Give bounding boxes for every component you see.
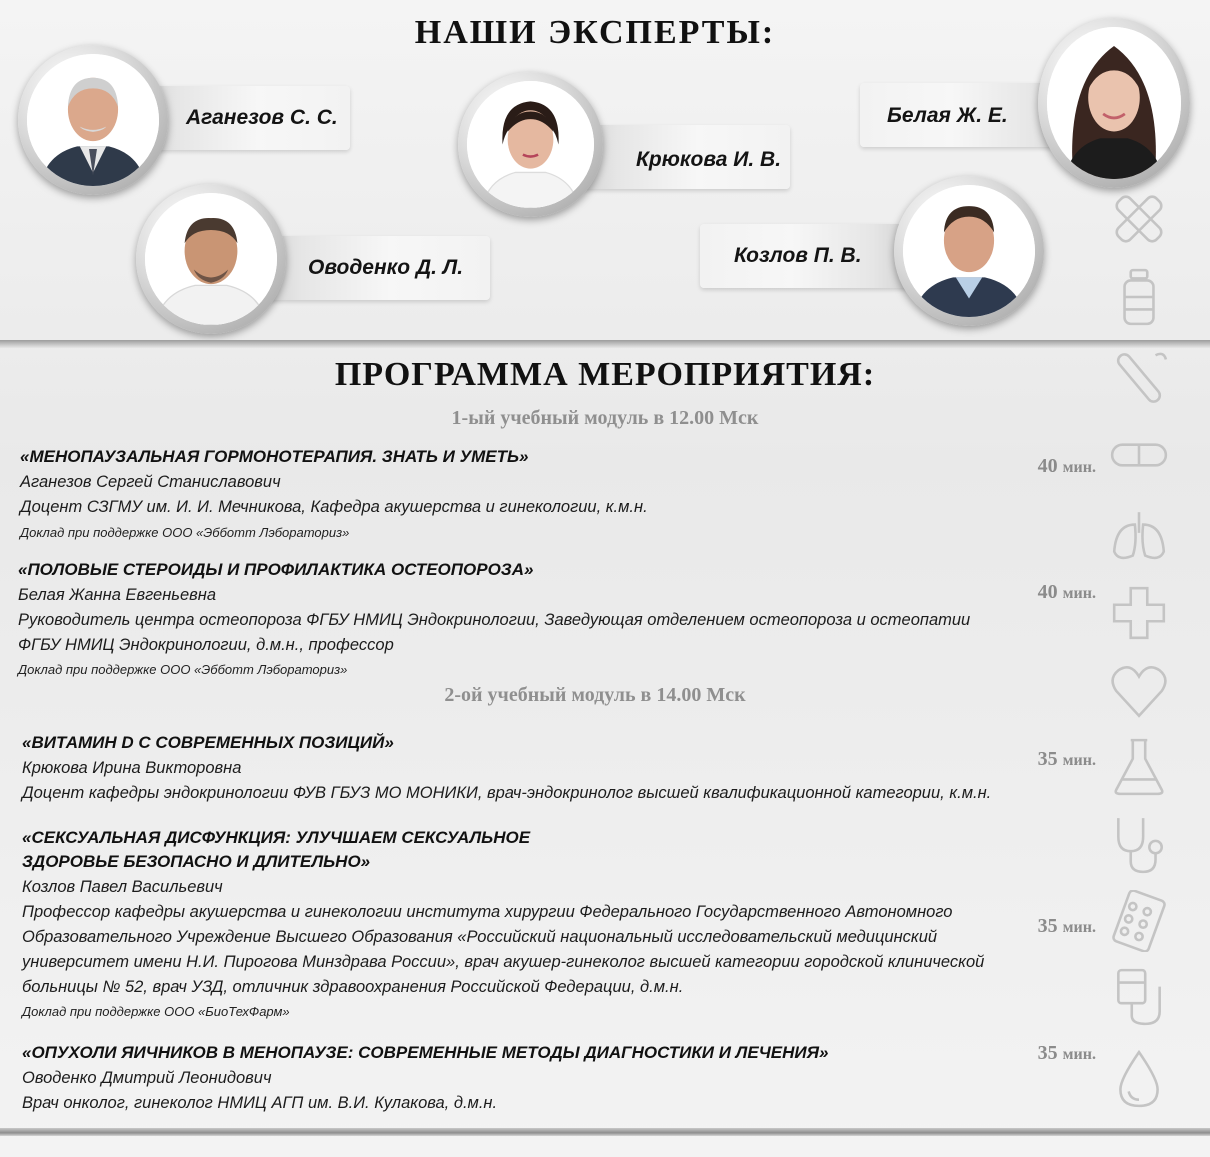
talk-4-duration-value: 35 — [1037, 915, 1058, 937]
talk-1-duration — [1008, 455, 1096, 478]
talk-1-duration-value: 40 — [1037, 455, 1058, 477]
pill-blister-icon — [1108, 890, 1170, 952]
talk-2-detail-2: ФГБУ НМИЦ Эндокринологии, д.м.н., профессор — [18, 636, 394, 654]
module-1-label: 1-ый учебный модуль в 12.00 Мск — [451, 407, 759, 429]
thermometer-icon — [1108, 347, 1170, 409]
talk-4-support: Доклад при поддержке ООО «БиоТехФарм» — [22, 1004, 290, 1019]
section-divider-top — [0, 340, 1210, 349]
person-silhouette-icon — [903, 185, 1035, 317]
talk-2-support: Доклад при поддержке ООО «Эбботт Лэбораториз» — [18, 662, 348, 677]
talk-5-duration-value: 35 — [1037, 1042, 1058, 1064]
program-title: ПРОГРАММА МЕРОПРИЯТИЯ: — [334, 356, 876, 393]
talk-2-duration-value: 40 — [1037, 581, 1058, 603]
talk-1-speaker: Аганезов Сергей Станиславович — [20, 473, 281, 491]
talk-4-detail-2: Образовательного Учреждение Высшего Образования «Российский национальный исследовательский медицинский — [22, 928, 938, 946]
talk-3-detail: Доцент кафедры эндокринологии ФУВ ГБУЗ МО МОНИКИ, врач-эндокринолог высшей квалификационной категории, к.м.н. — [22, 784, 992, 802]
drop-icon — [1108, 1048, 1170, 1110]
expert-photo-aganezov — [18, 45, 168, 195]
talk-5-title: «ОПУХОЛИ ЯИЧНИКОВ В МЕНОПАУЗЕ: СОВРЕМЕННЫЕ МЕТОДЫ ДИАГНОСТИКИ И ЛЕЧЕНИЯ» — [22, 1043, 829, 1062]
talk-5-speaker: Оводенко Дмитрий Леонидович — [22, 1069, 272, 1087]
talk-5-duration — [1008, 1042, 1096, 1065]
capsule-icon — [1108, 424, 1170, 486]
talk-2-speaker: Белая Жанна Евгеньевна — [18, 586, 217, 604]
talk-5-detail: Врач онколог, гинеколог НМИЦ АГП им. В.И. Кулакова, д.м.н. — [22, 1094, 498, 1112]
person-silhouette-icon — [1047, 27, 1181, 179]
bandage-icon — [1108, 188, 1170, 250]
expert-photo-kozlov — [894, 176, 1044, 326]
talk-1-support: Доклад при поддержке ООО «Эбботт Лэбораториз» — [20, 525, 350, 540]
talk-1-duration-unit: мин. — [1062, 459, 1096, 476]
talk-2-duration — [1008, 581, 1096, 604]
talk-3-duration — [1008, 748, 1096, 771]
experts-title: НАШИ ЭКСПЕРТЫ: — [414, 14, 776, 51]
section-divider-bottom — [0, 1128, 1210, 1136]
talk-2-duration-unit: мин. — [1062, 585, 1096, 602]
talk-4-duration — [1008, 915, 1096, 938]
expert-name-belaya: Белая Ж. Е. — [887, 104, 1008, 127]
talk-3-speaker: Крюкова Ирина Викторовна — [22, 759, 242, 777]
talk-4-duration-unit: мин. — [1062, 919, 1096, 936]
person-silhouette-icon — [467, 81, 594, 208]
talk-1-detail: Доцент СЗГМУ им. И. И. Мечникова, Кафедра акушерства и гинекологии, к.м.н. — [20, 498, 648, 516]
talk-4-title-line-2: ЗДОРОВЬЕ БЕЗОПАСНО И ДЛИТЕЛЬНО» — [22, 852, 371, 871]
talk-3-duration-unit: мин. — [1062, 752, 1096, 769]
talk-3-duration-value: 35 — [1037, 748, 1058, 770]
talk-4-title-line-1: «СЕКСУАЛЬНАЯ ДИСФУНКЦИЯ: УЛУЧШАЕМ СЕКСУАЛЬНОЕ — [22, 828, 531, 847]
person-silhouette-icon — [27, 54, 159, 186]
talk-4-speaker: Козлов Павел Васильевич — [22, 878, 223, 896]
talk-1-title: «МЕНОПАУЗАЛЬНАЯ ГОРМОНОТЕРАПИЯ. ЗНАТЬ И УМЕТЬ» — [20, 447, 529, 466]
expert-name-ovodenko: Оводенко Д. Л. — [308, 256, 464, 279]
talk-4-detail-4: больницы № 52, врач УЗД, отличник здравоохранения Российской Федерации, д.м.н. — [22, 978, 684, 996]
talk-2-detail-1: Руководитель центра остеопороза ФГБУ НМИЦ Эндокринологии, Заведующая отделением остеопороза и остеопатии — [18, 611, 971, 629]
iv-drip-icon — [1108, 966, 1170, 1028]
person-silhouette-icon — [145, 193, 277, 325]
talk-2-title: «ПОЛОВЫЕ СТЕРОИДЫ И ПРОФИЛАКТИКА ОСТЕОПОРОЗА» — [18, 560, 534, 579]
expert-photo-kryukova — [458, 72, 603, 217]
talk-3-title: «ВИТАМИН D С СОВРЕМЕННЫХ ПОЗИЦИЙ» — [22, 733, 394, 752]
expert-name-kryukova: Крюкова И. В. — [636, 148, 782, 171]
lungs-icon — [1108, 506, 1170, 568]
module-2-label: 2-ой учебный модуль в 14.00 Мск — [444, 684, 746, 706]
heart-icon — [1108, 660, 1170, 722]
expert-name-aganezov: Аганезов С. С. — [186, 106, 338, 129]
talk-4-detail-1: Профессор кафедры акушерства и гинекологии института хирургии Федерального Государственного Автономного — [22, 903, 953, 921]
medical-cross-icon — [1108, 582, 1170, 644]
stethoscope-icon — [1108, 814, 1170, 876]
flask-icon — [1108, 736, 1170, 798]
talk-5-duration-unit: мин. — [1062, 1046, 1096, 1063]
expert-photo-belaya — [1038, 18, 1190, 188]
pill-bottle-icon — [1108, 266, 1170, 328]
expert-photo-ovodenko — [136, 184, 286, 334]
expert-name-kozlov: Козлов П. В. — [734, 244, 862, 267]
talk-4-detail-3: университет имени Н.И. Пирогова Минздрава России», врач акушер-гинеколог высшей категории городской клинической — [22, 953, 985, 971]
